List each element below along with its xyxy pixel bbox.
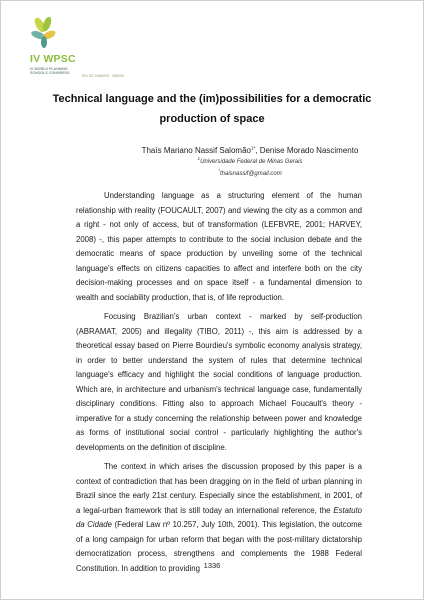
page-number: 1336 [203,561,221,570]
paragraph-1: Understanding language as a structuring element of the human relationship with reality (FOUCAULT, 2007) and viewing the city as a common and a right - not only of access, but of transformation (LEFBVRE, 2001; HARVEY, 2008) -, this paper attempts to contribute to the social inclusion debate and the democratic means of space production by unveiling some of the technical language's effects on citizens capacities to affect and interfere both on the city decision-making processes and on space itself - a fundamental dimension to wealth and sociability production, that is, of life reproduction. [76,191,362,302]
leaf-logo-icon [30,16,58,50]
author-1-superscript: 1* [250,145,256,151]
affiliation [100,156,400,165]
logo-title: IV WPSC [30,53,76,65]
conference-logo [30,16,150,78]
email-superscript: * [218,168,220,173]
paragraph-3 [76,460,362,576]
logo-subtitle: IV WORLD PLANNING SCHOOLS CONGRESS [30,67,70,76]
paragraph-3-part-b: (Federal Law nº 10.257, July 10th, 2001). This legislation, the outcome of a long campaign for urban reform that began with the post-military dictatorship democratization process, strengthens and complements the 1988 Federal Constitution. In addition to providing [76,520,362,573]
author-2: , Denise Morado Nascimento [255,146,359,155]
abstract-body [76,189,362,581]
paragraph-2: Focusing Brazilian's urban context - marked by self-production (ABRAMAT, 2005) and illegality (TIBO, 2011) -, this aim is addressed by a theoretical essay based on Pierre Bourdieu's symbolic economy analysis strategy, in order to better understand the system of rules that determine technical language's efficacy and highlight the social conditions of language production. Which are, in architecture and urbanism's technical language case, fundamentally disciplinary conditions. Fitting also to approach Michael Foucault's theory - imperative for a study concerning the relationship between power and knowledge as forms of institutional social control - particularly highlighting the author's developments on the definition of discipline. [76,312,362,452]
author-line [100,146,400,155]
logo-location: RIO DE JANEIRO · BRASIL [82,74,125,78]
author-email [100,168,400,177]
affiliation-superscript: 1 [197,156,201,161]
paragraph-3-part-a: The context in which arises the discussion proposed by this paper is a context of contradiction that has been dragging on in the field of urban planning in Brazil since the early 21st century. Especially since the establishment, in 2001, of a legal-urban framework that is still today an international reference, the [76,462,362,515]
paragraph-3-italic: Estatuto da Cidade [76,505,362,529]
affiliation-text: Universidade Federal de Minas Gerais [200,159,303,165]
paper-title: Technical language and the (im)possibilities for a democratic production of space [52,93,372,125]
author-1: Thaís Mariano Nassif Salomão [141,146,251,155]
email-text: thaisnassif@gmail.com [219,171,282,177]
